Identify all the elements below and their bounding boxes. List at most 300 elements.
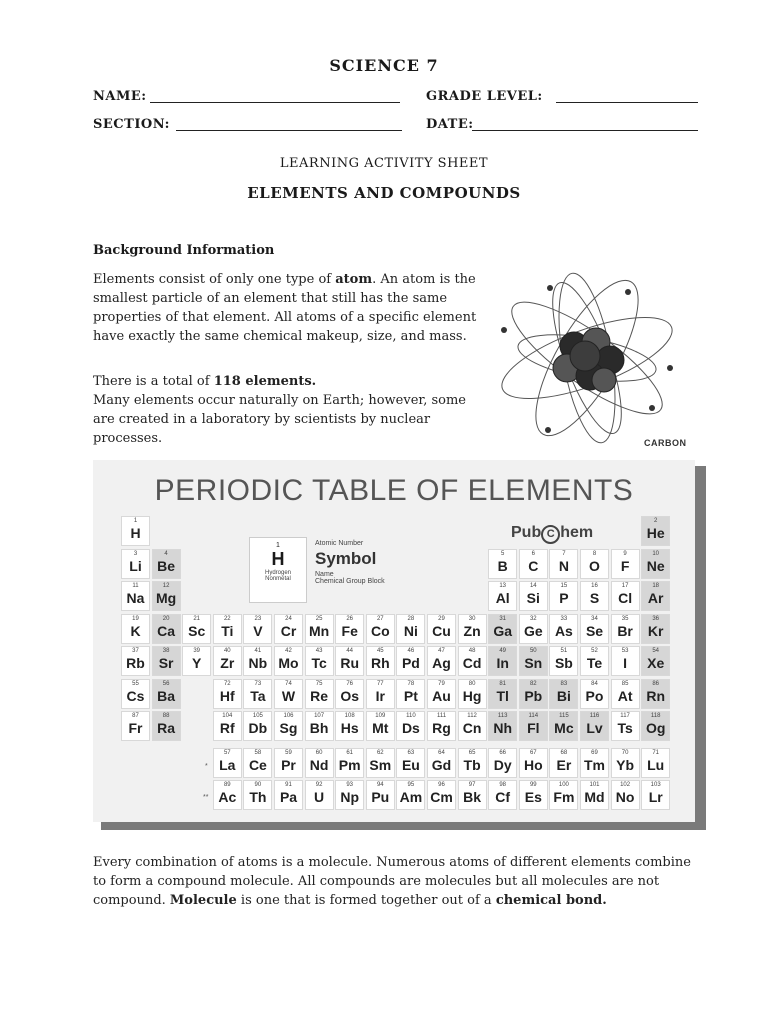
element-cell-te [580, 646, 609, 676]
element-symbol: Se [585, 622, 604, 639]
element-cell-al [488, 581, 517, 611]
atomic-number: 66 [499, 749, 507, 756]
element-cell-ge [519, 614, 548, 644]
atomic-number: 70 [621, 749, 629, 756]
element-symbol: Md [584, 789, 605, 805]
element-symbol: Nb [248, 655, 268, 671]
element-cell-ru [335, 646, 364, 676]
element-cell-y [182, 646, 211, 676]
atomic-number: 76 [346, 680, 354, 687]
atomic-number: 62 [376, 749, 384, 756]
page-title: SCIENCE 7 [329, 56, 439, 75]
element-cell-ts [611, 711, 640, 741]
element-symbol: Fm [553, 789, 575, 805]
atomic-number: 63 [407, 749, 415, 756]
atomic-number: 57 [223, 749, 231, 756]
atomic-number: 58 [254, 749, 262, 756]
element-symbol: Ga [493, 622, 513, 639]
element-cell-ds [396, 711, 425, 741]
element-cell-v [243, 614, 272, 644]
element-symbol: Gd [431, 756, 452, 773]
atomic-number: 92 [315, 782, 323, 788]
atom-term: atom [335, 272, 373, 287]
atomic-number: 61 [346, 749, 354, 756]
element-cell-po [580, 679, 609, 709]
element-symbol: Zn [463, 622, 481, 639]
element-symbol: Cu [432, 622, 451, 639]
element-cell-cn [458, 711, 487, 741]
element-cell-i [611, 646, 640, 676]
atomic-number: 5 [501, 550, 505, 557]
atomic-number: 64 [438, 749, 445, 756]
atomic-number: 117 [620, 713, 630, 719]
atomic-number: 46 [407, 648, 415, 654]
element-cell-co [366, 614, 395, 644]
element-symbol: Xe [647, 655, 665, 671]
element-symbol: Au [432, 687, 451, 704]
element-symbol: V [253, 622, 263, 639]
element-cell-b [488, 549, 517, 579]
element-cell-f [611, 549, 640, 579]
element-symbol: K [130, 622, 141, 639]
periodic-table-card [93, 460, 695, 822]
atomic-number: 13 [499, 583, 507, 589]
element-symbol: Ts [617, 720, 633, 736]
atomic-number: 100 [558, 782, 569, 788]
element-symbol: Mg [155, 590, 177, 606]
atomic-number: 94 [376, 782, 384, 788]
element-symbol: Tb [463, 756, 481, 773]
date-blank[interactable] [472, 116, 698, 131]
element-cell-md [580, 780, 609, 810]
element-symbol: Bk [463, 789, 482, 805]
atomic-number: 104 [222, 713, 233, 719]
element-cell-cu [427, 614, 456, 644]
element-cell-rb [121, 646, 150, 676]
element-symbol: O [589, 557, 600, 574]
element-cell-mg [152, 581, 181, 611]
grade-level-blank[interactable] [556, 88, 698, 103]
element-symbol: Rn [646, 687, 666, 704]
atomic-number: 96 [438, 782, 445, 788]
element-symbol: Li [129, 557, 142, 574]
element-symbol: Ni [403, 622, 418, 639]
element-cell-re [305, 679, 334, 709]
element-symbol: Th [249, 789, 267, 805]
atomic-number: 80 [468, 680, 476, 687]
element-symbol: Hf [219, 687, 235, 704]
element-cell-au [427, 679, 456, 709]
atomic-number: 60 [315, 749, 323, 756]
element-symbol: Hg [462, 687, 482, 704]
element-cell-pd [396, 646, 425, 676]
atomic-number: 71 [652, 749, 660, 756]
atomic-number: 42 [285, 648, 292, 654]
atomic-number: 12 [162, 583, 170, 589]
element-symbol: At [617, 687, 633, 704]
element-cell-ga [488, 614, 517, 644]
element-cell-he [641, 516, 670, 546]
atomic-number: 56 [162, 680, 170, 687]
element-symbol: U [314, 789, 325, 805]
element-symbol: Pm [338, 756, 361, 773]
element-symbol: Og [645, 720, 666, 736]
element-cell-be [152, 549, 181, 579]
element-symbol: Hs [340, 720, 359, 736]
element-cell-og [641, 711, 670, 741]
element-symbol: Sc [188, 622, 206, 639]
atomic-number: 20 [162, 615, 170, 622]
element-cell-sn [519, 646, 548, 676]
atomic-number: 29 [438, 615, 445, 622]
element-cell-rg [427, 711, 456, 741]
atomic-number: 99 [529, 782, 537, 788]
element-symbol: Pt [403, 687, 418, 704]
element-symbol: Mn [308, 622, 330, 639]
element-symbol: Sm [369, 756, 392, 773]
atomic-number: 54 [652, 648, 660, 654]
element-cell-at [611, 679, 640, 709]
element-symbol: Cf [495, 789, 511, 805]
atom-caption: CARBON [644, 438, 687, 448]
element-cell-sb [549, 646, 578, 676]
element-cell-ir [366, 679, 395, 709]
element-symbol: Sb [554, 655, 573, 671]
atomic-number: 74 [285, 680, 292, 687]
element-symbol: N [558, 557, 569, 574]
atomic-number: 27 [376, 615, 384, 622]
atom-icon [492, 268, 702, 456]
element-cell-lr [641, 780, 670, 810]
element-symbol: S [589, 590, 600, 606]
atomic-number: 4 [164, 550, 168, 557]
element-symbol: Cm [430, 789, 453, 805]
element-cell-th [243, 780, 272, 810]
element-symbol: Ca [157, 622, 176, 639]
atomic-number: 45 [376, 648, 384, 654]
atomic-number: 18 [652, 583, 660, 589]
shadow-right [695, 466, 706, 830]
atomic-number: 107 [314, 713, 325, 719]
element-cell-mo [274, 646, 303, 676]
element-cell-pu [366, 780, 395, 810]
atomic-number: 8 [592, 550, 597, 557]
element-cell-h [121, 516, 150, 546]
element-symbol: H [130, 525, 141, 541]
element-cell-db [243, 711, 272, 741]
element-symbol: P [559, 590, 569, 606]
element-key: 1 H Hydrogen Nonmetal [249, 537, 307, 603]
element-symbol: Nh [493, 720, 513, 736]
element-symbol: Er [556, 756, 572, 773]
element-symbol: Dy [493, 756, 512, 773]
element-cell-pa [274, 780, 303, 810]
element-symbol: Ds [401, 720, 420, 736]
element-symbol: Tm [584, 756, 605, 773]
element-symbol: Rf [219, 720, 235, 736]
element-symbol: Fe [341, 622, 358, 639]
element-cell-bh [305, 711, 334, 741]
element-symbol: Po [585, 687, 604, 704]
element-symbol: Ne [646, 557, 665, 574]
atomic-number: 3 [133, 550, 138, 557]
atomic-number: 48 [468, 648, 476, 654]
element-cell-ba [152, 679, 181, 709]
atomic-number: 10 [652, 550, 660, 557]
atomic-number: 15 [560, 583, 568, 589]
atomic-number: 109 [375, 713, 386, 719]
closing-paragraph: Every combination of atoms is a molecule. Numerous atoms of different elements combine to form a compound molecule. All compounds are molecules but all molecules are not compound. Molecule is one that is formed together out of a chemical bond. [93, 855, 691, 908]
element-cell-rn [641, 679, 670, 709]
date-label: DATE: [426, 117, 474, 132]
element-symbol: In [496, 655, 509, 671]
element-cell-rf [213, 711, 242, 741]
element-symbol: Ta [250, 687, 266, 704]
atomic-number: 17 [621, 583, 629, 589]
atomic-number: 21 [193, 615, 201, 622]
atomic-number: 30 [468, 615, 476, 622]
atomic-number: 59 [285, 749, 292, 756]
element-symbol: Ru [340, 655, 360, 671]
element-cell-cf [488, 780, 517, 810]
element-symbol: La [219, 756, 236, 773]
element-symbol: Lv [586, 720, 603, 736]
element-cell-pb [519, 679, 548, 709]
element-symbol: Cn [462, 720, 482, 736]
element-cell-nd [305, 748, 334, 778]
atomic-number: 43 [315, 648, 323, 654]
element-cell-u [305, 780, 334, 810]
element-symbol: Rh [370, 655, 390, 671]
element-cell-hg [458, 679, 487, 709]
actinide-marker: ** [203, 794, 209, 801]
atomic-number: 26 [346, 615, 354, 622]
atomic-number: 81 [499, 680, 507, 687]
atomic-number: 85 [621, 680, 629, 687]
atomic-number: 47 [438, 648, 445, 654]
element-cell-tc [305, 646, 334, 676]
atomic-number: 69 [591, 749, 598, 756]
atomic-number: 9 [623, 550, 627, 557]
grade-level-label: GRADE LEVEL: [426, 89, 543, 104]
atomic-number: 40 [223, 648, 231, 654]
atomic-number: 73 [254, 680, 262, 687]
atomic-number: 116 [589, 713, 600, 719]
atomic-number: 112 [467, 713, 477, 719]
element-cell-ra [152, 711, 181, 741]
atomic-number: 86 [652, 680, 660, 687]
atomic-number: 68 [560, 749, 568, 756]
element-cell-fm [549, 780, 578, 810]
element-cell-sr [152, 646, 181, 676]
carbon-atom-illustration [492, 268, 702, 456]
element-symbol: No [615, 789, 635, 805]
element-cell-no [611, 780, 640, 810]
element-cell-ce [243, 748, 272, 778]
element-cell-ac [213, 780, 242, 810]
element-cell-ho [519, 748, 548, 778]
element-cell-li [121, 549, 150, 579]
name-label: NAME: [93, 89, 147, 104]
atomic-number: 36 [652, 615, 660, 622]
element-symbol: He [646, 525, 665, 541]
atomic-number: 24 [285, 615, 292, 622]
element-cell-tl [488, 679, 517, 709]
element-cell-yb [611, 748, 640, 778]
element-symbol: As [554, 622, 573, 639]
atomic-number: 72 [223, 680, 231, 687]
element-cell-lv [580, 711, 609, 741]
atomic-number: 82 [529, 680, 537, 687]
element-cell-os [335, 679, 364, 709]
atomic-number: 37 [132, 648, 139, 654]
atomic-number: 111 [436, 713, 447, 719]
atomic-number: 22 [223, 615, 231, 622]
atomic-number: 105 [252, 713, 263, 719]
element-cell-ne [641, 549, 670, 579]
chemical-bond-term: chemical bond. [495, 893, 607, 908]
atomic-number: 16 [591, 583, 598, 589]
atomic-number: 51 [560, 648, 568, 654]
element-symbol: Am [399, 789, 423, 805]
element-cell-mc [549, 711, 578, 741]
element-cell-ag [427, 646, 456, 676]
element-symbol: Ar [647, 590, 664, 606]
element-symbol: Te [586, 655, 603, 671]
element-cell-pm [335, 748, 364, 778]
element-cell-eu [396, 748, 425, 778]
atomic-number: 67 [529, 749, 537, 756]
element-cell-se [580, 614, 609, 644]
atomic-number: 83 [560, 680, 568, 687]
element-symbol: Os [340, 687, 360, 704]
element-cell-rh [366, 646, 395, 676]
element-cell-o [580, 549, 609, 579]
element-symbol: Bi [556, 687, 571, 704]
atomic-number: 31 [499, 615, 507, 622]
element-cell-s [580, 581, 609, 611]
atomic-number: 75 [315, 680, 323, 687]
element-symbol: Mo [278, 655, 299, 671]
element-symbol: Cl [618, 590, 633, 606]
atomic-number: 79 [438, 680, 445, 687]
element-symbol: Na [126, 590, 145, 606]
atomic-number: 32 [529, 615, 537, 622]
atomic-number: 110 [406, 713, 416, 719]
element-cell-np [335, 780, 364, 810]
atomic-number: 98 [499, 782, 507, 788]
element-cell-hs [335, 711, 364, 741]
atomic-number: 88 [162, 713, 170, 719]
atomic-number: 52 [591, 648, 598, 654]
atomic-number: 106 [283, 713, 294, 719]
atomic-number: 103 [650, 782, 661, 788]
sheet-topic: ELEMENTS AND COMPOUNDS [247, 184, 521, 202]
element-cell-la [213, 748, 242, 778]
element-cell-n [549, 549, 578, 579]
atomic-number: 50 [529, 648, 537, 654]
element-cell-lu [641, 748, 670, 778]
atomic-number: 49 [499, 648, 507, 654]
element-symbol: Sg [279, 720, 298, 736]
element-cell-sm [366, 748, 395, 778]
element-cell-hf [213, 679, 242, 709]
atomic-number: 113 [497, 713, 508, 719]
element-cell-in [488, 646, 517, 676]
element-cell-cs [121, 679, 150, 709]
element-cell-xe [641, 646, 670, 676]
atomic-number: 77 [376, 680, 384, 687]
atomic-number: 118 [650, 713, 661, 719]
element-cell-zn [458, 614, 487, 644]
element-cell-er [549, 748, 578, 778]
element-cell-na [121, 581, 150, 611]
element-symbol: B [497, 557, 508, 574]
atomic-number: 14 [529, 583, 537, 589]
element-cell-kr [641, 614, 670, 644]
element-cell-tb [458, 748, 487, 778]
element-cell-k [121, 614, 150, 644]
element-symbol: Be [157, 557, 176, 574]
element-symbol: Pa [279, 789, 298, 805]
atomic-number: 38 [162, 648, 170, 654]
atomic-number: 53 [621, 648, 629, 654]
name-blank[interactable] [150, 88, 400, 103]
element-cell-nh [488, 711, 517, 741]
element-symbol: Ce [248, 756, 267, 773]
element-key-legend: Atomic Number Symbol Name Chemical Group Block [315, 540, 385, 585]
atomic-number: 114 [528, 713, 539, 719]
atomic-number: 44 [346, 648, 354, 654]
element-cell-bi [549, 679, 578, 709]
element-cell-pr [274, 748, 303, 778]
atomic-number: 115 [559, 713, 569, 719]
element-cell-ta [243, 679, 272, 709]
element-symbol: Kr [647, 622, 664, 639]
element-cell-es [519, 780, 548, 810]
element-symbol: Lu [647, 756, 665, 773]
element-cell-nb [243, 646, 272, 676]
atomic-number: 108 [344, 713, 355, 719]
atomic-number: 102 [620, 782, 631, 788]
atomic-number: 2 [654, 518, 658, 524]
element-symbol: Rg [432, 720, 451, 736]
atomic-number: 19 [132, 615, 139, 622]
atomic-number: 11 [132, 583, 139, 589]
atomic-number: 25 [315, 615, 323, 622]
atomic-number: 84 [591, 680, 598, 687]
element-symbol: Ge [523, 622, 543, 639]
element-symbol: Yb [616, 756, 635, 773]
element-symbol: Ra [157, 720, 176, 736]
element-cell-c [519, 549, 548, 579]
element-symbol: Mt [372, 720, 389, 736]
element-cell-cm [427, 780, 456, 810]
element-symbol: Co [370, 622, 390, 639]
atomic-number: 35 [621, 615, 629, 622]
element-symbol: Np [340, 789, 360, 805]
atomic-number: 34 [591, 615, 598, 622]
element-count: 118 elements. [213, 374, 317, 389]
element-symbol: Tl [496, 687, 509, 704]
element-symbol: Cs [126, 687, 145, 704]
element-symbol: Cr [280, 622, 297, 639]
element-symbol: Ti [221, 622, 234, 639]
element-symbol: Cd [462, 655, 482, 671]
element-symbol: Ho [523, 756, 543, 773]
atomic-number: 101 [589, 782, 600, 788]
section-blank[interactable] [176, 116, 402, 131]
